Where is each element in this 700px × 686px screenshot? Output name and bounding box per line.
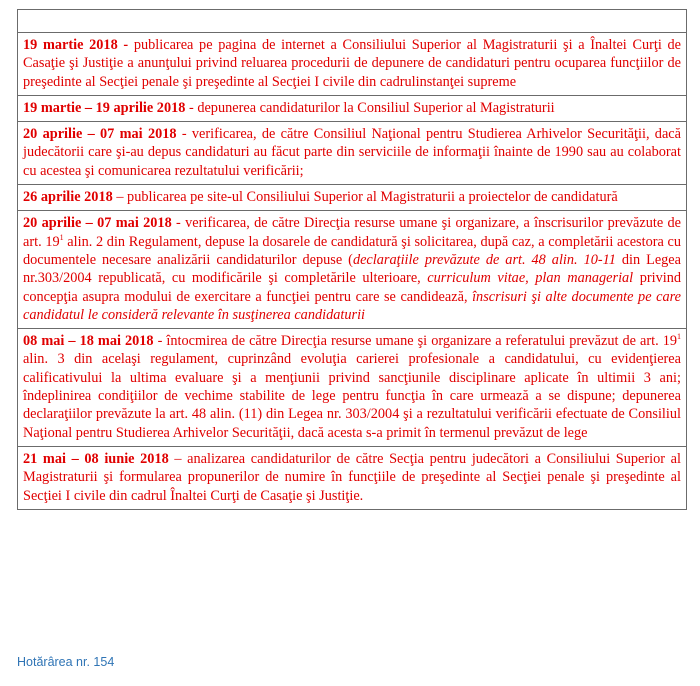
- row-text: – analizarea candidaturilor de către Secţia pentru judecători a Consiliului Superior al Magistraturii şi formularea propunerilor de numire în funcţiile de preşedinte al Secţiei penale şi preşedinte al Secţiei I civile din cadrul Înaltei Curţi de Casaţie şi Justiţie.: [23, 450, 681, 504]
- schedule-row-3: [18, 122, 686, 185]
- caption-link[interactable]: Hotărârea nr. 154: [17, 655, 115, 669]
- schedule-row-1: [18, 33, 686, 96]
- schedule-row-4: [18, 185, 686, 211]
- row-date: 08 mai – 18 mai 2018: [23, 333, 154, 350]
- schedule-row-6: [18, 329, 686, 447]
- row-text: din Legea nr.303/2004 republicată, cu modificările şi completările ulterioare,: [23, 251, 682, 287]
- row-text: – publicarea pe site-ul Consiliului Superior al Magistraturii a proiectelor de candidatură: [112, 189, 618, 206]
- row-text: alin. 2 din Regulament, depuse la dosarele de candidatură şi solicitarea, după caz, a completării acestora cu documentele necesare analizării candidaturilor depuse (: [23, 233, 681, 268]
- row-text-italic: înscrisuri şi alte documente pe care candidatul le consideră relevante în susţinerea candidaturii: [23, 288, 681, 323]
- row-date: 20 aprilie – 07 mai 2018: [23, 215, 172, 232]
- row-text: - depunerea candidaturilor la Consiliul Superior al Magistraturii: [185, 99, 555, 116]
- row-text-italic: curriculum vitae, plan managerial: [427, 270, 634, 287]
- schedule-row-7: [18, 447, 686, 509]
- row-date: 19 martie 2018 -: [23, 37, 129, 53]
- superscript: 1: [59, 232, 64, 242]
- row-text: - verificarea, de către Direcţia resurse umane şi organizare, a înscrisurilor prevăzute de art. 19: [23, 215, 681, 250]
- superscript: 1: [677, 332, 681, 342]
- row-text: publicarea pe pagina de internet a Consiliului Superior al Magistraturii şi a Înaltei Curţi de Casaţie şi Justiţie a anunţului privind reluarea procedurii de depunere de candidaturi pentru ocuparea funcţiilor de preşedinte al Secţiei penale şi preşedinte al Secţiei I civile din cadrulinstanţei supreme: [23, 37, 682, 90]
- row-date: 26 aprilie 2018: [23, 189, 113, 206]
- schedule-table: [17, 9, 687, 510]
- row-text: alin. 3 din acelaşi regulament, cuprinzând evoluţia carierei profesionale a candidatului, cu evidenţierea calificativului la ultima evaluare şi a menţiunii privind sancţiunile disciplinare aplicate în ultimii 3 ani; îndeplinirea condiţiilor de vechime stabilite de lege pentru funcţia în care urmează a se dispune; depunerea declaraţiilor prevăzute la art. 48 alin. (11) din Legea nr. 303/2004 şi a rezultatului verificării efectuate de Consiliul Naţional pentru Studierea Arhivelor Securităţii, dacă acesta s-a primit în termenul prevăzut de lege: [23, 351, 681, 441]
- table-header-empty: [18, 10, 686, 33]
- row-text: - verificarea, de către Consiliul Naţional pentru Studierea Arhivelor Securităţii, dacă judecătorii care şi-au depus candidaturi au făcut parte din serviciile de informaţii înainte de 1990 sau au colaborat cu acestea şi comunicarea rezultatului verificării;: [23, 126, 681, 179]
- row-text: - întocmirea de către Direcţia resurse umane şi organizare a referatului prevăzut de art. 19: [153, 333, 677, 350]
- row-text: privind concepţia asupra modului de exercitare a funcţiei pentru care se candidează,: [23, 270, 682, 305]
- schedule-row-5: [18, 211, 686, 329]
- row-date: 20 aprilie – 07 mai 2018: [23, 126, 177, 143]
- row-date: 21 mai – 08 iunie 2018: [23, 450, 169, 467]
- schedule-row-2: [18, 96, 686, 122]
- row-date: 19 martie – 19 aprilie 2018: [23, 99, 186, 116]
- row-text-italic: declaraţiile prevăzute de art. 48 alin. 10-11: [352, 251, 616, 268]
